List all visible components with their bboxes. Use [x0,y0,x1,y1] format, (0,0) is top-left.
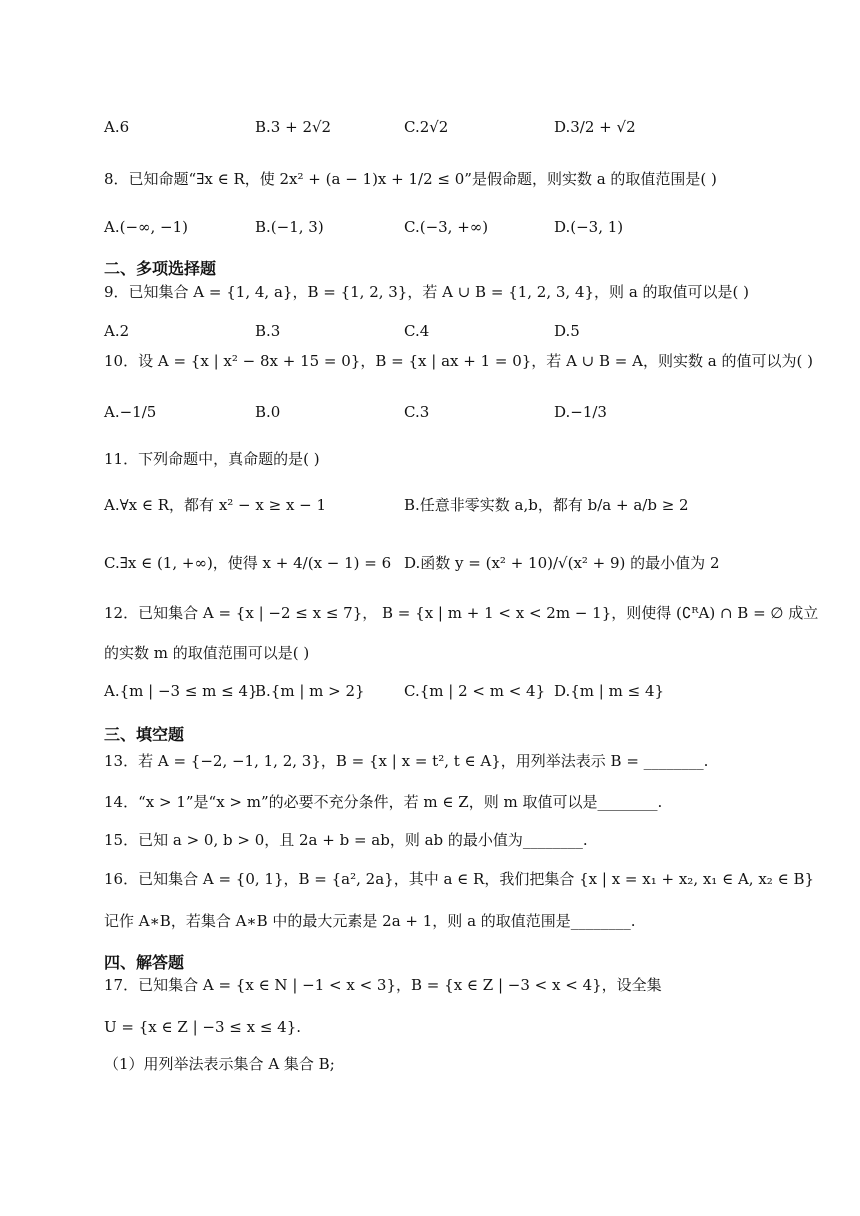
q7-option-c: C.2√2 [404,118,449,136]
q12-option-a: A.{m | −3 ≤ m ≤ 4} [104,682,258,700]
q17-stem-line2: U = {x ∈ Z | −3 ≤ x ≤ 4}. [104,1018,302,1036]
q8-option-c: C.(−3, +∞) [404,218,489,236]
q12-stem-line2: 的实数 m 的取值范围可以是( ) [104,644,310,662]
q16-stem-line1: 16．已知集合 A = {0, 1}，B = {a², 2a}，其中 a ∈ R，我们把集合 {x | x = x₁ + x₂, x₁ ∈ A, x₂ ∈ B} [104,870,815,888]
q12-option-c: C.{m | 2 < m < 4} [404,682,546,700]
q10-option-b: B.0 [255,403,281,421]
q9-stem: 9．已知集合 A = {1, 4, a}，B = {1, 2, 3}，若 A ∪ B = {1, 2, 3, 4}，则 a 的取值可以是( ) [104,283,750,301]
q10-option-c: C.3 [404,403,430,421]
q7-option-d: D.3/2 + √2 [554,118,636,136]
q10-option-d: D.−1/3 [554,403,607,421]
q9-option-c: C.4 [404,322,430,340]
q10-option-a: A.−1/5 [104,403,157,421]
section-heading-multiple-choice: 二、多项选择题 [104,259,217,278]
q8-option-a: A.(−∞, −1) [104,218,189,236]
q11-option-d: D.函数 y = (x² + 10)/√(x² + 9) 的最小值为 2 [404,554,720,572]
q11-option-b: B.任意非零实数 a,b，都有 b/a + a/b ≥ 2 [404,496,689,514]
q8-option-d: D.(−3, 1) [554,218,624,236]
q11-option-c: C.∃x ∈ (1, +∞)，使得 x + 4/(x − 1) = 6 [104,554,392,572]
q9-option-b: B.3 [255,322,281,340]
q10-stem: 10．设 A = {x | x² − 8x + 15 = 0}，B = {x | ax + 1 = 0}，若 A ∪ B = A，则实数 a 的值可以为( ) [104,352,813,370]
section-heading-fill-in: 三、填空题 [104,725,185,744]
q11-stem: 11．下列命题中，真命题的是( ) [104,450,320,468]
section-heading-solutions: 四、解答题 [104,953,185,972]
q17-part1: （1）用列举法表示集合 A 集合 B; [104,1055,335,1073]
q12-option-d: D.{m | m ≤ 4} [554,682,665,700]
q8-stem: 8．已知命题“∃x ∈ R，使 2x² + (a − 1)x + 1/2 ≤ 0”是假命题，则实数 a 的取值范围是( ) [104,170,717,188]
q7-option-b: B.3 + 2√2 [255,118,332,136]
q16-stem-line2: 记作 A∗B，若集合 A∗B 中的最大元素是 2a + 1，则 a 的取值范围是________. [104,912,636,930]
q12-stem-line1: 12．已知集合 A = {x | −2 ≤ x ≤ 7}， B = {x | m + 1 < x < 2m − 1}，则使得 (∁ᴿA) ∩ B = ∅ 成立 [104,604,819,622]
q7-option-a: A.6 [104,118,130,136]
q9-option-d: D.5 [554,322,580,340]
q13-stem: 13．若 A = {−2, −1, 1, 2, 3}，B = {x | x = t², t ∈ A}，用列举法表示 B = ________. [104,752,709,770]
q8-option-b: B.(−1, 3) [255,218,324,236]
q14-stem: 14．“x > 1”是“x > m”的必要不充分条件，若 m ∈ Z，则 m 取值可以是________. [104,793,663,811]
q11-option-a: A.∀x ∈ R，都有 x² − x ≥ x − 1 [104,496,327,514]
q12-option-b: B.{m | m > 2} [255,682,365,700]
q9-option-a: A.2 [104,322,130,340]
q17-stem-line1: 17．已知集合 A = {x ∈ N | −1 < x < 3}，B = {x ∈ Z | −3 < x < 4}，设全集 [104,976,662,994]
q15-stem: 15．已知 a > 0, b > 0，且 2a + b = ab，则 ab 的最小值为________. [104,831,588,849]
